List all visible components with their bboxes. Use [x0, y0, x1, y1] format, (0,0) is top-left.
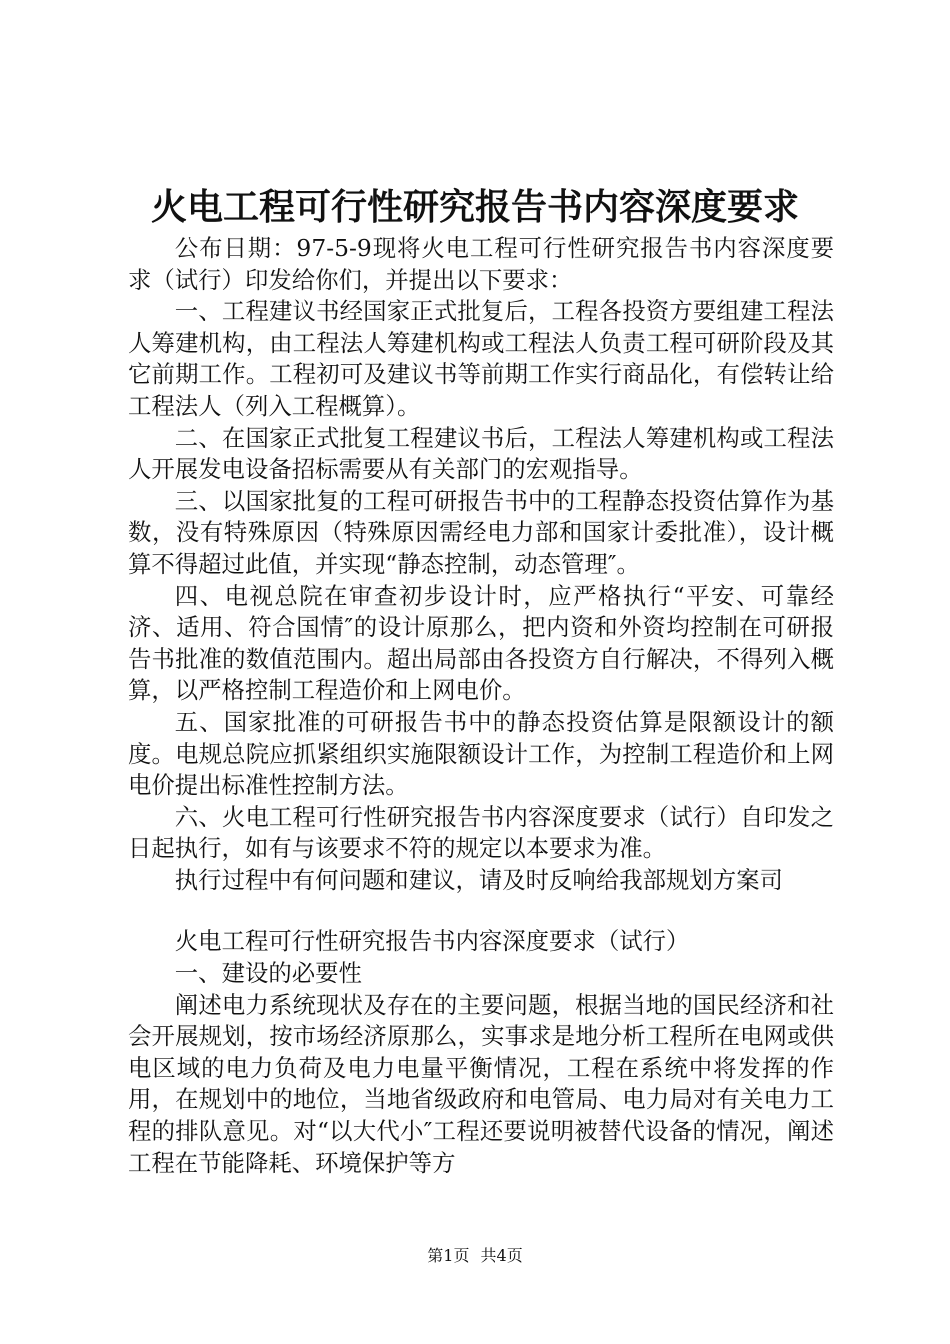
document-body: [128, 233, 834, 1179]
section-heading: 一、建设的必要性: [174, 959, 362, 988]
section-spacer: [128, 896, 834, 926]
section-paragraph: 阐述电力系统现状及存在的主要问题，根据当地的国民经济和社会开展规划，按市场经济原那么，实事求是地分析工程所在电网或供电区域的电力负荷及电力电量平衡情况，工程在系统中将发挥的作用，在规划中的地位，当地省级政府和电管局、电力局对有关电力工程的排队意见。对“以大代小″工程还要说明被替代设备的情况，阐述工程在节能降耗、环境保护等方: [128, 990, 834, 1177]
paragraph-closing: 执行过程中有何问题和建议，请及时反响给我部规划方案司: [174, 865, 783, 894]
document-title: 火电工程可行性研究报告书内容深度要求: [150, 186, 799, 228]
page-total: 共4页: [480, 1246, 523, 1265]
paragraph-item-3: 三、以国家批复的工程可研报告书中的工程静态投资估算作为基数，没有特殊原因（特殊原因需经电力部和国家计委批准），设计概算不得超过此值，并实现“静态控制，动态管理″。: [128, 486, 834, 578]
paragraph-item-2: 二、在国家正式批复工程建议书后，工程法人筹建机构或工程法人开展发电设备招标需要从有关部门的宏观指导。: [128, 423, 834, 484]
paragraph-item-1: 一、工程建议书经国家正式批复后，工程各投资方要组建工程法人筹建机构，由工程法人筹建机构或工程法人负责工程可研阶段及其它前期工作。工程初可及建议书等前期工作实行商品化，有偿转让给工程法人（列入工程概算）。: [128, 297, 834, 420]
page-number: 第1页: [427, 1246, 470, 1265]
page-footer: [0, 1245, 950, 1267]
paragraph-intro: 公布日期：97-5-9现将火电工程可行性研究报告书内容深度要求（试行）印发给你们，并提出以下要求：: [128, 234, 834, 294]
paragraph-item-5: 五、国家批准的可研报告书中的静态投资估算是限额设计的额度。电规总院应抓紧组织实施限额设计工作，为控制工程造价和上网电价提出标准性控制方法。: [128, 707, 834, 800]
section-title: 火电工程可行性研究报告书内容深度要求（试行）: [174, 927, 690, 956]
paragraph-item-4: 四、电视总院在审查初步设计时，应严格执行“平安、可靠经济、适用、符合国情″的设计原那么，把内资和外资均控制在可研报告书批准的数值范围内。超出局部由各投资方自行解决，不得列入概算，以严格控制工程造价和上网电价。: [128, 581, 834, 705]
paragraph-item-6: 六、火电工程可行性研究报告书内容深度要求（试行）自印发之日起执行，如有与该要求不符的规定以本要求为准。: [128, 802, 834, 863]
